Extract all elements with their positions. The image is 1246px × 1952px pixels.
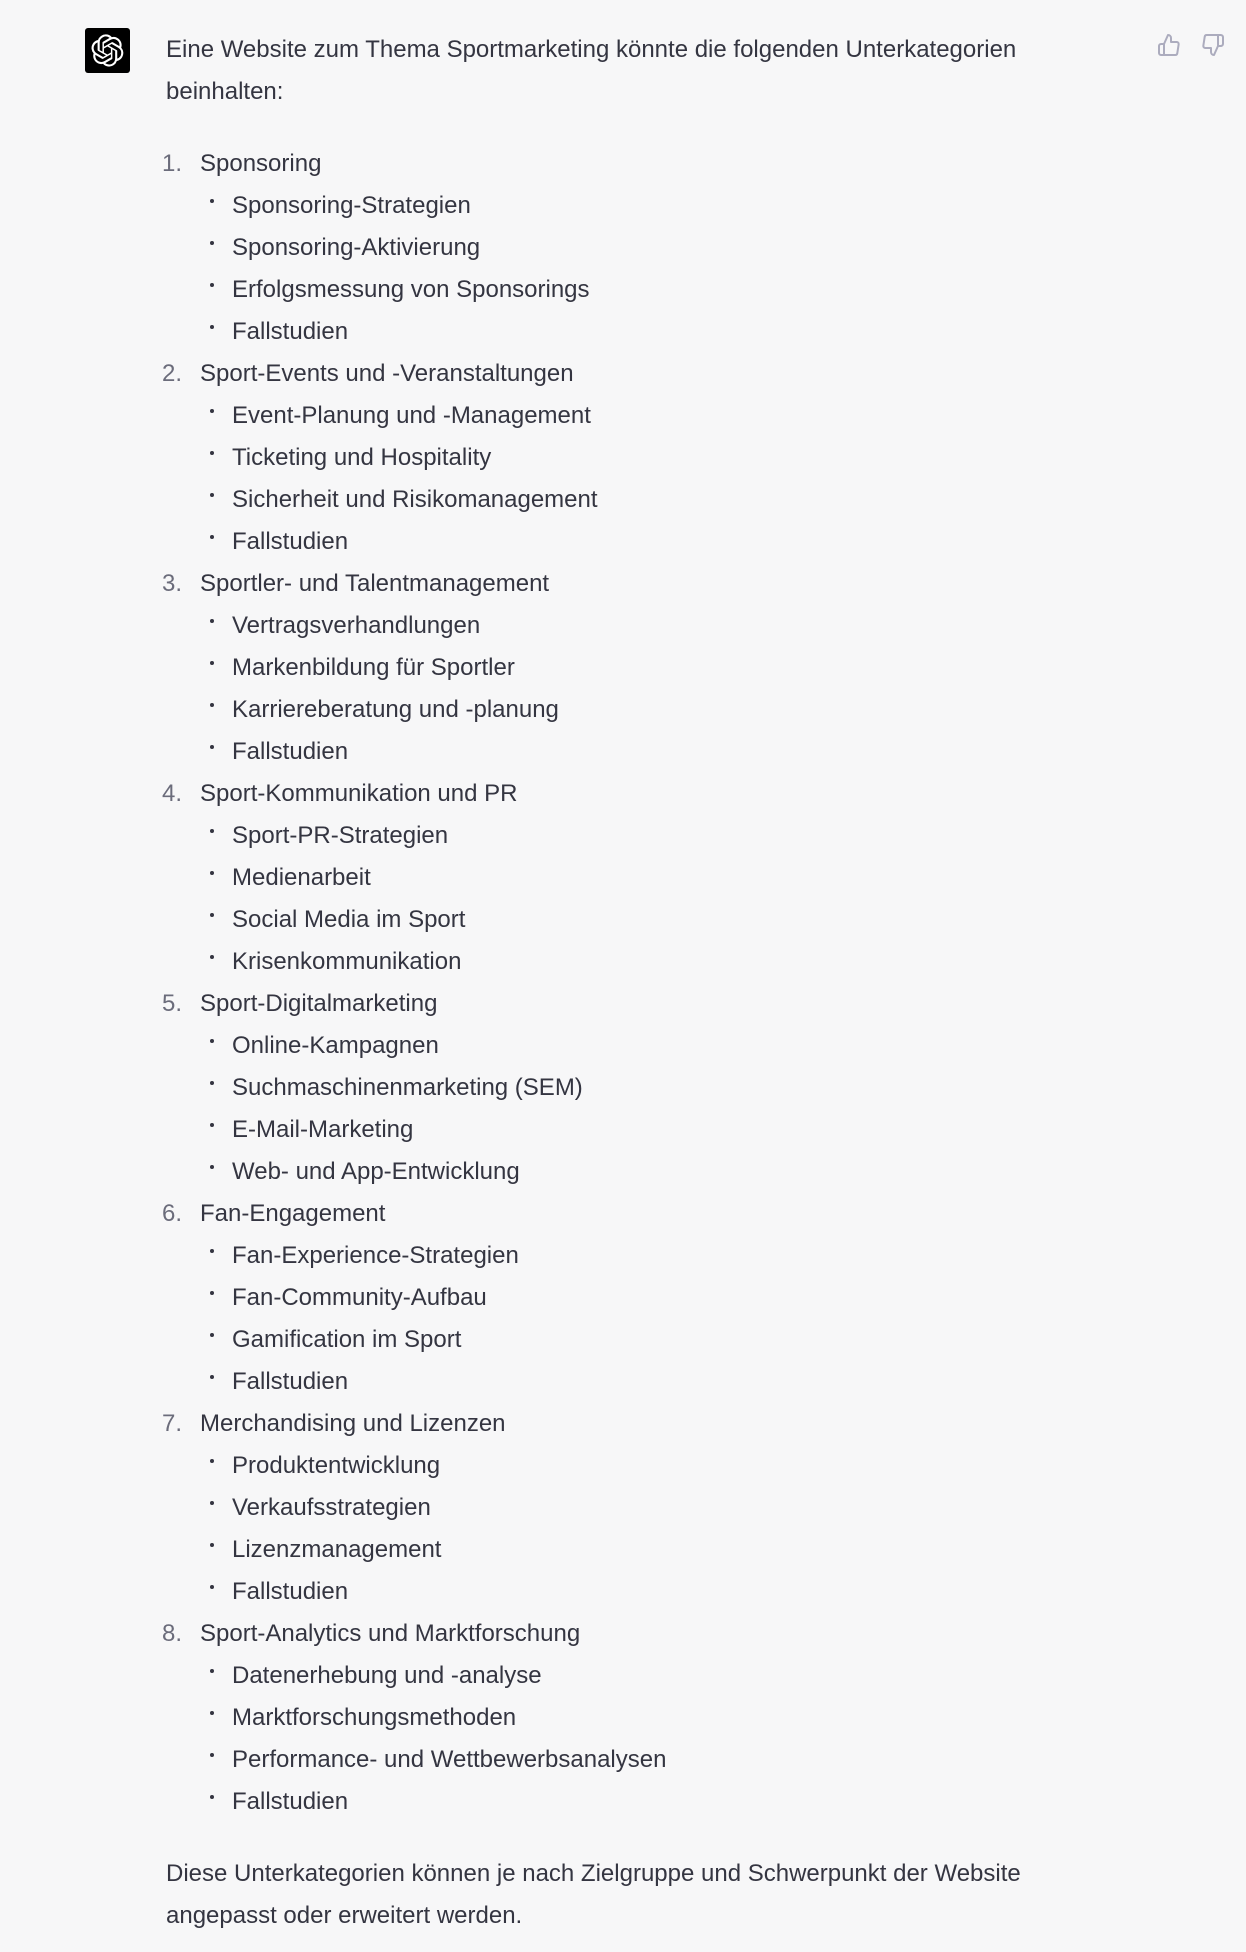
category-title: Sponsoring — [200, 150, 322, 177]
subcategory-item: Markenbildung für Sportler — [166, 647, 1066, 689]
category-item — [162, 1193, 1066, 1403]
subcategory-item: Sport-PR-Strategien — [166, 815, 1066, 857]
message-intro: Eine Website zum Thema Sportmarketing könnte die folgenden Unterkategorien beinhalten: — [166, 36, 1017, 105]
category-list — [162, 143, 1066, 1823]
subcategory-item: Online-Kampagnen — [166, 1025, 1066, 1067]
subcategory-item: Marktforschungsmethoden — [166, 1697, 1066, 1739]
subcategory-item: Fallstudien — [166, 1361, 1066, 1403]
feedback-buttons — [1156, 32, 1226, 58]
category-heading — [162, 1193, 1066, 1235]
subcategory-item: Fallstudien — [166, 521, 1066, 563]
subcategory-item: Vertragsverhandlungen — [166, 605, 1066, 647]
openai-logo-icon — [91, 34, 124, 67]
subcategory-item: Fan-Community-Aufbau — [166, 1277, 1066, 1319]
subcategory-item: Gamification im Sport — [166, 1319, 1066, 1361]
category-heading — [162, 143, 1066, 185]
category-item — [162, 1613, 1066, 1823]
subcategory-list — [166, 185, 1066, 353]
category-heading — [162, 563, 1066, 605]
category-item — [162, 983, 1066, 1193]
subcategory-item: Medienarbeit — [166, 857, 1066, 899]
subcategory-list — [166, 1655, 1066, 1823]
category-number: 2. — [162, 360, 183, 387]
subcategory-item: E-Mail-Marketing — [166, 1109, 1066, 1151]
category-number: 3. — [162, 570, 183, 597]
thumbs-down-button[interactable] — [1200, 32, 1226, 58]
subcategory-item: Sicherheit und Risikomanagement — [166, 479, 1066, 521]
thumbs-up-button[interactable] — [1156, 32, 1182, 58]
message-outro: Diese Unterkategorien können je nach Zielgruppe und Schwerpunkt der Website angepasst oder erweitert werden. — [166, 1860, 1021, 1929]
subcategory-item: Fallstudien — [166, 731, 1066, 773]
subcategory-item: Ticketing und Hospitality — [166, 437, 1066, 479]
subcategory-list — [166, 1025, 1066, 1193]
subcategory-item: Fallstudien — [166, 311, 1066, 353]
assistant-avatar — [85, 28, 130, 73]
category-item — [162, 1403, 1066, 1613]
category-title: Sportler- und Talentmanagement — [200, 570, 550, 597]
category-title: Sport-Events und -Veranstaltungen — [200, 360, 574, 387]
category-item — [162, 143, 1066, 353]
category-item — [162, 773, 1066, 983]
category-heading — [162, 1403, 1066, 1445]
category-heading — [162, 773, 1066, 815]
category-item — [162, 353, 1066, 563]
subcategory-item: Suchmaschinenmarketing (SEM) — [166, 1067, 1066, 1109]
subcategory-item: Sponsoring-Strategien — [166, 185, 1066, 227]
category-title: Merchandising und Lizenzen — [200, 1410, 506, 1437]
subcategory-item: Karriereberatung und -planung — [166, 689, 1066, 731]
category-title: Sport-Analytics und Marktforschung — [200, 1620, 581, 1647]
subcategory-item: Event-Planung und -Management — [166, 395, 1066, 437]
subcategory-item: Fan-Experience-Strategien — [166, 1235, 1066, 1277]
subcategory-item: Lizenzmanagement — [166, 1529, 1066, 1571]
subcategory-item: Fallstudien — [166, 1781, 1066, 1823]
category-number: 7. — [162, 1410, 183, 1437]
subcategory-list — [166, 815, 1066, 983]
subcategory-item: Performance- und Wettbewerbsanalysen — [166, 1739, 1066, 1781]
category-heading — [162, 353, 1066, 395]
category-number: 6. — [162, 1200, 183, 1227]
assistant-message — [162, 29, 1066, 1937]
subcategory-item: Verkaufsstrategien — [166, 1487, 1066, 1529]
category-heading — [162, 1613, 1066, 1655]
subcategory-item: Erfolgsmessung von Sponsorings — [166, 269, 1066, 311]
thumbs-down-icon — [1201, 33, 1225, 57]
subcategory-list — [166, 1445, 1066, 1613]
subcategory-list — [166, 395, 1066, 563]
category-number: 4. — [162, 780, 183, 807]
subcategory-item: Social Media im Sport — [166, 899, 1066, 941]
category-title: Sport-Kommunikation und PR — [200, 780, 518, 807]
category-number: 5. — [162, 990, 183, 1017]
subcategory-item: Sponsoring-Aktivierung — [166, 227, 1066, 269]
thumbs-up-icon — [1157, 33, 1181, 57]
subcategory-item: Web- und App-Entwicklung — [166, 1151, 1066, 1193]
category-title: Sport-Digitalmarketing — [200, 990, 438, 1017]
category-item — [162, 563, 1066, 773]
category-heading — [162, 983, 1066, 1025]
category-number: 8. — [162, 1620, 183, 1647]
subcategory-list — [166, 1235, 1066, 1403]
subcategory-item: Fallstudien — [166, 1571, 1066, 1613]
category-title: Fan-Engagement — [200, 1200, 386, 1227]
category-number: 1. — [162, 150, 183, 177]
subcategory-item: Produktentwicklung — [166, 1445, 1066, 1487]
subcategory-item: Krisenkommunikation — [166, 941, 1066, 983]
subcategory-list — [166, 605, 1066, 773]
subcategory-item: Datenerhebung und -analyse — [166, 1655, 1066, 1697]
